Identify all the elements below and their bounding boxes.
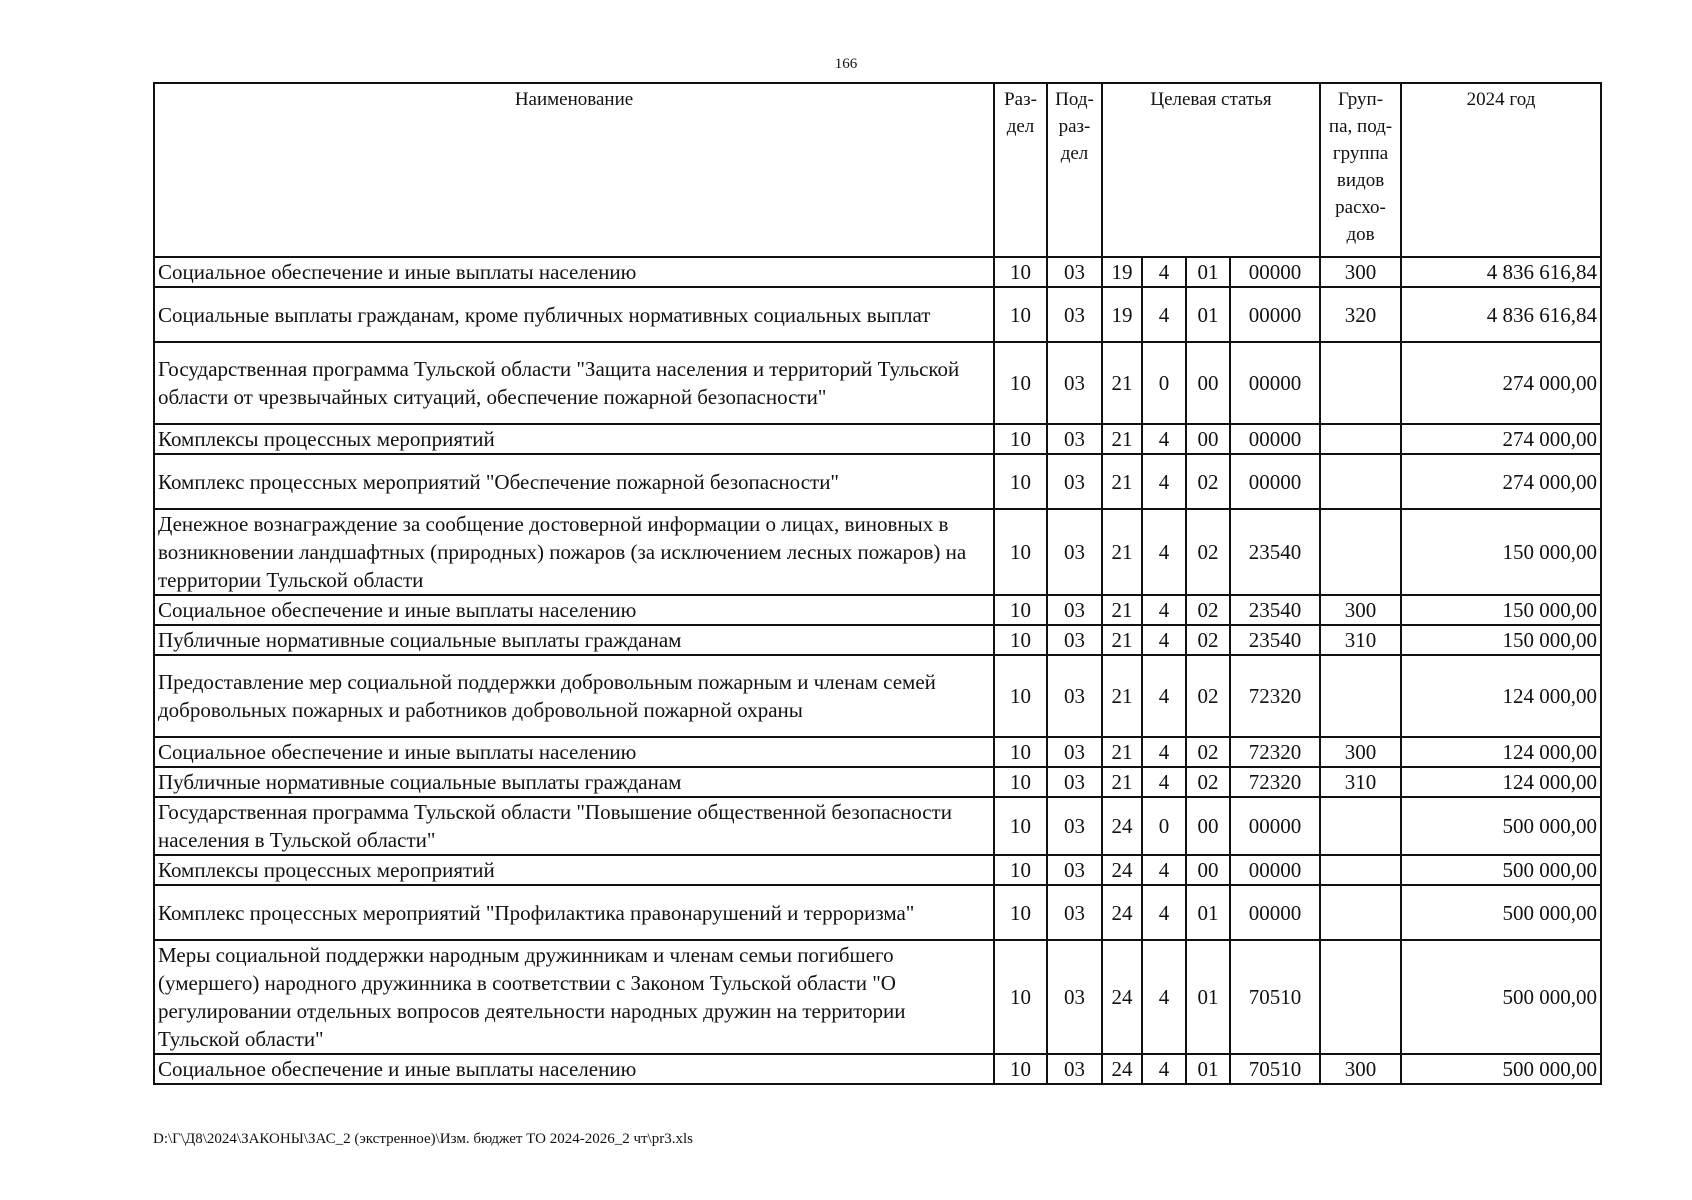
header-section: Раз- дел — [994, 83, 1047, 257]
row-target-direction: 72320 — [1230, 655, 1320, 737]
row-subsection: 03 — [1047, 797, 1102, 855]
table-row — [154, 454, 1601, 509]
row-target-type: 4 — [1142, 424, 1186, 454]
table-row — [154, 509, 1601, 595]
row-target-direction: 00000 — [1230, 454, 1320, 509]
file-path-footer: D:\Г\Д8\2024\ЗАКОНЫ\ЗАС_2 (экстренное)\Изм. бюджет ТО 2024-2026_2 чт\pr3.xls — [153, 1131, 693, 1147]
row-expense-group — [1320, 885, 1401, 940]
table-row — [154, 797, 1601, 855]
row-target-type: 4 — [1142, 885, 1186, 940]
row-expense-group: 310 — [1320, 625, 1401, 655]
header-subsection: Под- раз- дел — [1047, 83, 1102, 257]
row-amount: 274 000,00 — [1401, 454, 1601, 509]
row-section: 10 — [994, 885, 1047, 940]
row-target-complex: 01 — [1186, 287, 1230, 342]
row-target-direction: 70510 — [1230, 940, 1320, 1054]
row-name: Социальное обеспечение и иные выплаты населению — [154, 737, 994, 767]
row-target-type: 4 — [1142, 1054, 1186, 1084]
row-subsection: 03 — [1047, 287, 1102, 342]
row-amount: 500 000,00 — [1401, 797, 1601, 855]
row-target-complex: 02 — [1186, 454, 1230, 509]
row-section: 10 — [994, 454, 1047, 509]
row-name: Государственная программа Тульской области "Повышение общественной безопасности населения в Тульской области" — [154, 797, 994, 855]
row-target-complex: 02 — [1186, 737, 1230, 767]
row-target-program: 24 — [1102, 797, 1142, 855]
table-row — [154, 424, 1601, 454]
row-target-direction: 23540 — [1230, 509, 1320, 595]
row-subsection: 03 — [1047, 625, 1102, 655]
row-name: Социальные выплаты гражданам, кроме публичных нормативных социальных выплат — [154, 287, 994, 342]
row-expense-group: 320 — [1320, 287, 1401, 342]
budget-table — [153, 82, 1602, 1085]
row-section: 10 — [994, 509, 1047, 595]
row-target-program: 21 — [1102, 625, 1142, 655]
row-expense-group — [1320, 855, 1401, 885]
row-subsection: 03 — [1047, 855, 1102, 885]
row-amount: 124 000,00 — [1401, 767, 1601, 797]
row-subsection: 03 — [1047, 737, 1102, 767]
row-expense-group — [1320, 424, 1401, 454]
row-target-program: 21 — [1102, 737, 1142, 767]
row-amount: 500 000,00 — [1401, 940, 1601, 1054]
row-name: Комплекс процессных мероприятий "Обеспечение пожарной безопасности" — [154, 454, 994, 509]
row-target-program: 21 — [1102, 342, 1142, 424]
row-expense-group — [1320, 655, 1401, 737]
row-name: Предоставление мер социальной поддержки добровольным пожарным и членам семей добровольных пожарных и работников добровольной пожарной охраны — [154, 655, 994, 737]
row-target-direction: 70510 — [1230, 1054, 1320, 1084]
row-target-type: 4 — [1142, 737, 1186, 767]
page-number: 166 — [834, 56, 858, 72]
row-target-program: 24 — [1102, 855, 1142, 885]
row-target-type: 4 — [1142, 509, 1186, 595]
row-target-direction: 00000 — [1230, 287, 1320, 342]
row-target-complex: 02 — [1186, 625, 1230, 655]
row-target-program: 21 — [1102, 509, 1142, 595]
table-header — [154, 83, 1601, 257]
row-target-type: 4 — [1142, 855, 1186, 885]
row-target-complex: 00 — [1186, 797, 1230, 855]
table-row — [154, 625, 1601, 655]
row-expense-group: 300 — [1320, 737, 1401, 767]
row-subsection: 03 — [1047, 940, 1102, 1054]
table-row — [154, 257, 1601, 287]
row-target-complex: 01 — [1186, 940, 1230, 1054]
row-name: Социальное обеспечение и иные выплаты населению — [154, 1054, 994, 1084]
row-target-complex: 00 — [1186, 855, 1230, 885]
table-body — [154, 257, 1601, 1084]
row-expense-group — [1320, 342, 1401, 424]
row-target-direction: 23540 — [1230, 625, 1320, 655]
row-amount: 274 000,00 — [1401, 342, 1601, 424]
row-amount: 150 000,00 — [1401, 509, 1601, 595]
row-name: Денежное вознаграждение за сообщение достоверной информации о лицах, виновных в возникновении ландшафтных (природных) пожаров (за исключением лесных пожаров) на территории Тульской области — [154, 509, 994, 595]
row-amount: 500 000,00 — [1401, 885, 1601, 940]
row-target-type: 0 — [1142, 797, 1186, 855]
table-row — [154, 287, 1601, 342]
table-row — [154, 737, 1601, 767]
row-expense-group — [1320, 797, 1401, 855]
row-target-direction: 72320 — [1230, 767, 1320, 797]
row-subsection: 03 — [1047, 342, 1102, 424]
row-amount: 274 000,00 — [1401, 424, 1601, 454]
row-subsection: 03 — [1047, 595, 1102, 625]
row-section: 10 — [994, 855, 1047, 885]
row-name: Публичные нормативные социальные выплаты гражданам — [154, 767, 994, 797]
row-target-type: 0 — [1142, 342, 1186, 424]
row-amount: 500 000,00 — [1401, 1054, 1601, 1084]
header-target-item: Целевая статья — [1102, 83, 1320, 257]
row-section: 10 — [994, 940, 1047, 1054]
row-section: 10 — [994, 767, 1047, 797]
row-target-type: 4 — [1142, 287, 1186, 342]
row-expense-group — [1320, 509, 1401, 595]
row-target-direction: 23540 — [1230, 595, 1320, 625]
row-target-program: 21 — [1102, 767, 1142, 797]
row-name: Меры социальной поддержки народным дружинникам и членам семьи погибшего (умершего) народного дружинника в соответствии с Законом Тульской области "О регулировании отдельных вопросов деятельности народных дружин на территории Тульской области" — [154, 940, 994, 1054]
row-name: Публичные нормативные социальные выплаты гражданам — [154, 625, 994, 655]
row-expense-group — [1320, 940, 1401, 1054]
row-expense-group: 300 — [1320, 1054, 1401, 1084]
row-expense-group: 300 — [1320, 257, 1401, 287]
row-target-program: 19 — [1102, 287, 1142, 342]
row-name: Комплексы процессных мероприятий — [154, 855, 994, 885]
row-expense-group: 300 — [1320, 595, 1401, 625]
row-target-direction: 00000 — [1230, 885, 1320, 940]
table-row — [154, 767, 1601, 797]
row-section: 10 — [994, 625, 1047, 655]
row-name: Комплексы процессных мероприятий — [154, 424, 994, 454]
row-target-type: 4 — [1142, 454, 1186, 509]
row-section: 10 — [994, 595, 1047, 625]
row-subsection: 03 — [1047, 509, 1102, 595]
row-target-program: 24 — [1102, 885, 1142, 940]
row-subsection: 03 — [1047, 655, 1102, 737]
table-row — [154, 655, 1601, 737]
row-target-type: 4 — [1142, 655, 1186, 737]
row-target-direction: 00000 — [1230, 424, 1320, 454]
row-expense-group — [1320, 454, 1401, 509]
row-target-direction: 00000 — [1230, 855, 1320, 885]
row-subsection: 03 — [1047, 1054, 1102, 1084]
row-section: 10 — [994, 257, 1047, 287]
row-section: 10 — [994, 1054, 1047, 1084]
row-name: Государственная программа Тульской области "Защита населения и территорий Тульской области от чрезвычайных ситуаций, обеспечение пожарной безопасности" — [154, 342, 994, 424]
row-name: Социальное обеспечение и иные выплаты населению — [154, 595, 994, 625]
table-row — [154, 940, 1601, 1054]
row-target-type: 4 — [1142, 767, 1186, 797]
table-row — [154, 595, 1601, 625]
row-amount: 150 000,00 — [1401, 625, 1601, 655]
header-expense-group: Груп- па, под- группа видов расхо- дов — [1320, 83, 1401, 257]
table-row — [154, 855, 1601, 885]
row-target-program: 24 — [1102, 1054, 1142, 1084]
row-subsection: 03 — [1047, 885, 1102, 940]
row-target-complex: 00 — [1186, 342, 1230, 424]
row-target-complex: 02 — [1186, 767, 1230, 797]
row-section: 10 — [994, 287, 1047, 342]
row-target-complex: 02 — [1186, 655, 1230, 737]
row-amount: 4 836 616,84 — [1401, 287, 1601, 342]
row-section: 10 — [994, 797, 1047, 855]
row-target-complex: 02 — [1186, 595, 1230, 625]
row-subsection: 03 — [1047, 767, 1102, 797]
row-target-program: 21 — [1102, 424, 1142, 454]
row-target-program: 21 — [1102, 655, 1142, 737]
row-target-type: 4 — [1142, 625, 1186, 655]
table-row — [154, 1054, 1601, 1084]
row-target-program: 21 — [1102, 595, 1142, 625]
row-target-complex: 01 — [1186, 885, 1230, 940]
row-target-program: 19 — [1102, 257, 1142, 287]
row-target-program: 24 — [1102, 940, 1142, 1054]
row-amount: 500 000,00 — [1401, 855, 1601, 885]
row-target-complex: 02 — [1186, 509, 1230, 595]
row-target-type: 4 — [1142, 940, 1186, 1054]
table-row — [154, 342, 1601, 424]
row-section: 10 — [994, 737, 1047, 767]
row-target-program: 21 — [1102, 454, 1142, 509]
row-target-type: 4 — [1142, 257, 1186, 287]
header-year: 2024 год — [1401, 83, 1601, 257]
row-section: 10 — [994, 342, 1047, 424]
row-amount: 4 836 616,84 — [1401, 257, 1601, 287]
row-amount: 150 000,00 — [1401, 595, 1601, 625]
table-row — [154, 885, 1601, 940]
row-target-complex: 00 — [1186, 424, 1230, 454]
row-subsection: 03 — [1047, 257, 1102, 287]
row-name: Комплекс процессных мероприятий "Профилактика правонарушений и терроризма" — [154, 885, 994, 940]
row-expense-group: 310 — [1320, 767, 1401, 797]
row-subsection: 03 — [1047, 454, 1102, 509]
row-target-complex: 01 — [1186, 1054, 1230, 1084]
row-amount: 124 000,00 — [1401, 737, 1601, 767]
row-target-direction: 00000 — [1230, 342, 1320, 424]
header-name: Наименование — [154, 83, 994, 257]
row-target-type: 4 — [1142, 595, 1186, 625]
row-target-direction: 00000 — [1230, 257, 1320, 287]
row-target-complex: 01 — [1186, 257, 1230, 287]
row-amount: 124 000,00 — [1401, 655, 1601, 737]
row-target-direction: 00000 — [1230, 797, 1320, 855]
row-name: Социальное обеспечение и иные выплаты населению — [154, 257, 994, 287]
row-section: 10 — [994, 655, 1047, 737]
row-target-direction: 72320 — [1230, 737, 1320, 767]
row-subsection: 03 — [1047, 424, 1102, 454]
row-section: 10 — [994, 424, 1047, 454]
